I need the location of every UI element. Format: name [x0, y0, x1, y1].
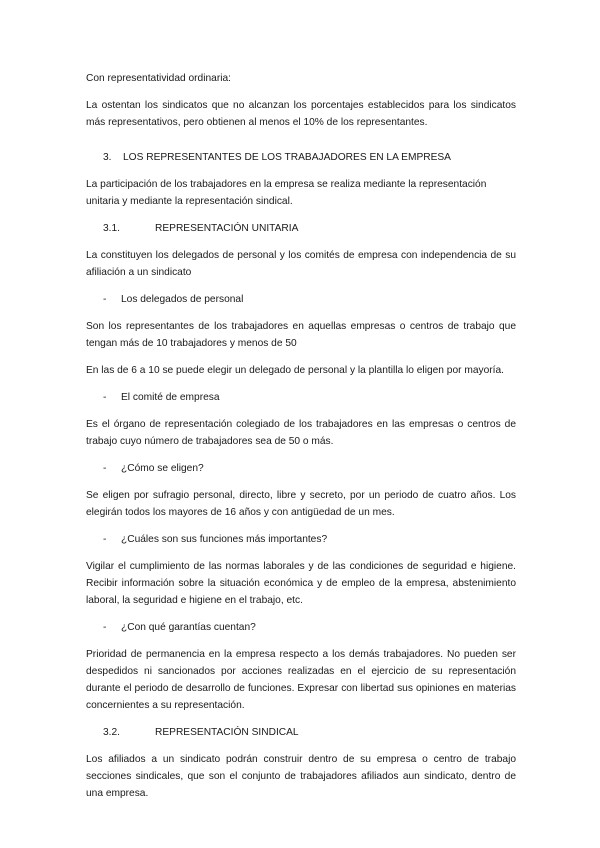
- document-page: [86, 70, 516, 812]
- bullet-garantias: [86, 619, 516, 636]
- bullet-dash: -: [103, 294, 107, 305]
- bullet-dash: -: [103, 622, 107, 633]
- bullet-delegados: [86, 291, 516, 308]
- ordinaria-label: Con representatividad ordinaria:: [86, 73, 231, 84]
- subsection-3-1-intro: La constituyen los delegados de personal y los comités de empresa con independencia de su afiliación a un sindicato: [86, 250, 516, 278]
- bullet-comite: [86, 389, 516, 406]
- delegados-paragraph-1: Son los representantes de los trabajadores en aquellas empresas o centros de trabajo que tengan más de 10 trabajadores y menos de 50: [86, 321, 516, 349]
- delegados-paragraph-2: En las de 6 a 10 se puede elegir un delegado de personal y la plantilla lo eligen por mayoría.: [86, 365, 504, 376]
- ordinaria-paragraph: La ostentan los sindicatos que no alcanzan los porcentajes establecidos para los sindicatos más representativos, pero obtienen al menos el 10% de los representantes.: [86, 100, 516, 128]
- garantias-paragraph: Prioridad de permanencia en la empresa respecto a los demás trabajadores. No pueden ser despedidos ni sancionados por acciones realizadas en el ejercicio de su representación durante el periodo de desarrollo de funciones. Expresar con libertad sus opiniones en materias concernientes a su representación.: [86, 649, 516, 711]
- bullet-funciones-label: ¿Cuáles son sus funciones más importantes?: [121, 534, 328, 545]
- section-3-heading: [86, 149, 516, 166]
- bullet-delegados-label: Los delegados de personal: [121, 294, 244, 305]
- bullet-funciones: [86, 531, 516, 548]
- subsection-3-2-intro: Los afiliados a un sindicato podrán construir dentro de su empresa o centro de trabajo secciones sindicales, que son el conjunto de trabajadores afiliados aun sindicato, dentro de una empresa.: [86, 754, 516, 799]
- subsection-3-1-heading: [86, 220, 516, 237]
- subsection-3-2-title: REPRESENTACIÓN SINDICAL: [155, 727, 299, 738]
- bullet-eligen: [86, 460, 516, 477]
- eligen-paragraph: Se eligen por sufragio personal, directo, libre y secreto, por un periodo de cuatro años. Los elegirán todos los mayores de 16 años y con antigüedad de un mes.: [86, 490, 516, 518]
- funciones-paragraph: Vigilar el cumplimiento de las normas laborales y de las condiciones de seguridad e higiene. Recibir información sobre la situación económica y de empleo de la empresa, abstenimiento laboral, la seguridad e higiene en el trabajo, etc.: [86, 561, 516, 606]
- subsection-3-1-title: REPRESENTACIÓN UNITARIA: [155, 223, 299, 234]
- section-3-title: LOS REPRESENTANTES DE LOS TRABAJADORES EN LA EMPRESA: [123, 152, 451, 163]
- section-3-intro: La participación de los trabajadores en la empresa se realiza mediante la representación unitaria y mediante la representación sindical.: [86, 179, 487, 207]
- bullet-comite-label: El comité de empresa: [121, 392, 220, 403]
- comite-paragraph: Es el órgano de representación colegiado de los trabajadores en las empresas o centros de trabajo cuyo número de trabajadores sea de 50 o más.: [86, 419, 516, 447]
- section-3-number: 3.: [103, 152, 112, 163]
- bullet-dash: -: [103, 534, 107, 545]
- bullet-dash: -: [103, 392, 107, 403]
- bullet-eligen-label: ¿Cómo se eligen?: [121, 463, 204, 474]
- bullet-garantias-label: ¿Con qué garantías cuentan?: [121, 622, 256, 633]
- subsection-3-1-number: 3.1.: [103, 223, 120, 234]
- subsection-3-2-number: 3.2.: [103, 727, 120, 738]
- bullet-dash: -: [103, 463, 107, 474]
- subsection-3-2-heading: [86, 724, 516, 741]
